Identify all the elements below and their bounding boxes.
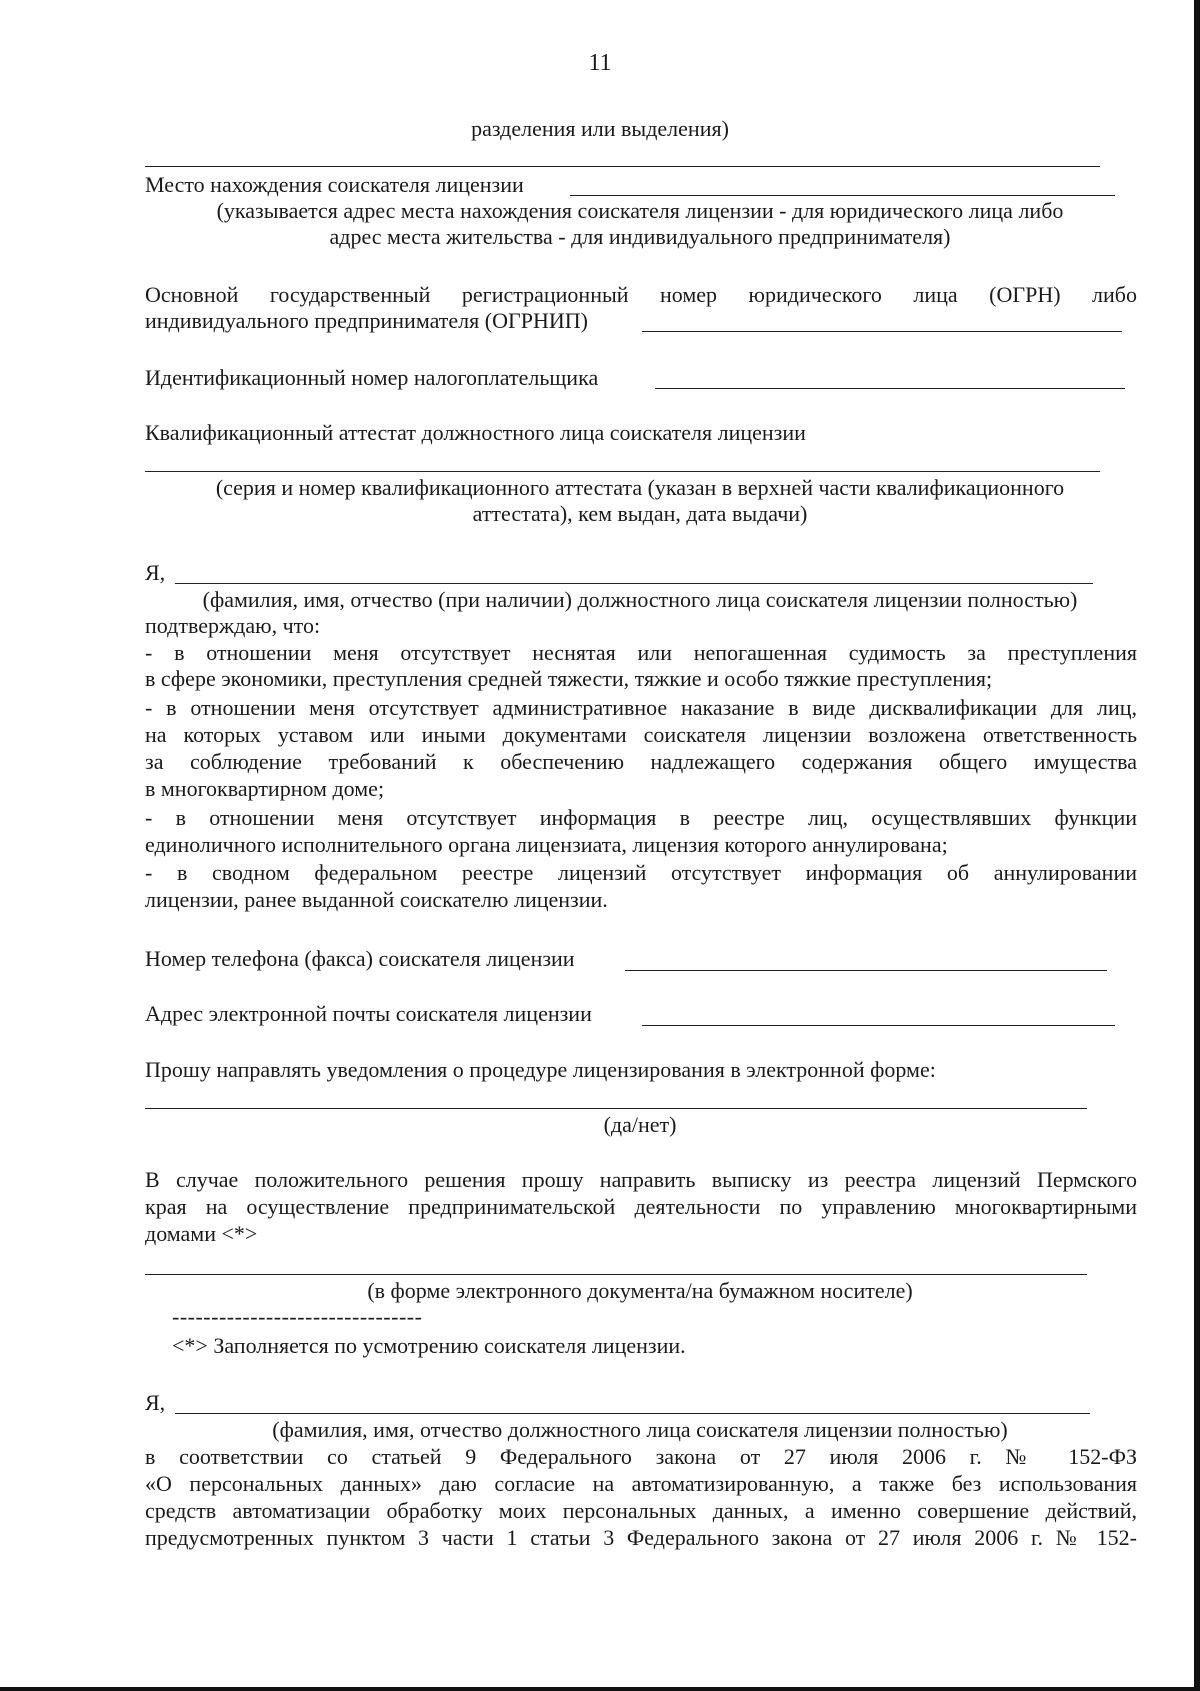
notify-fill-line[interactable] — [145, 1108, 1087, 1109]
intro-fragment: разделения или выделения) — [471, 116, 729, 141]
declaration-item-2-line-1: - в отношении меня отсутствует административное наказание в виде дисквалификации для лиц, — [145, 695, 1137, 720]
declaration-item-2-line-3: за соблюдение требований к обеспечению надлежащего содержания общего имущества — [145, 749, 1137, 774]
scan-edge-bottom — [0, 1687, 1200, 1691]
declaration-confirm: подтверждаю, что: — [145, 613, 321, 638]
ogrn-line-1: Основной государственный регистрационный номер юридического лица (ОГРН) либо — [145, 282, 1137, 307]
footnote-text: <*> Заполняется по усмотрению соискателя лицензии. — [172, 1333, 686, 1358]
declaration-ya: Я, — [145, 560, 166, 585]
declaration-item-3-line-2: единоличного исполнительного органа лицензиата, лицензия которого аннулирована; — [145, 832, 948, 857]
page-number: 11 — [588, 50, 612, 76]
declaration-item-3-line-1: - в отношении меня отсутствует информация в реестре лиц, осуществлявших функции — [145, 805, 1137, 830]
attestat-label: Квалификационный аттестат должностного лица соискателя лицензии — [145, 420, 806, 445]
attestat-hint-1: (серия и номер квалификационного аттестата (указан в верхней части квалификационного — [215, 475, 1065, 500]
email-fill-line[interactable] — [642, 1025, 1115, 1026]
declaration-fio-hint: (фамилия, имя, отчество (при наличии) должностного лица соискателя лицензии полностью) — [202, 587, 1078, 612]
scan-edge-right — [1194, 0, 1200, 1691]
footnote-separator: -------------------------------- — [172, 1304, 423, 1329]
declaration-item-4-line-2: лицензии, ранее выданной соискателю лицензии. — [145, 887, 608, 912]
location-hint-1: (указывается адрес места нахождения соискателя лицензии - для юридического лица либо — [216, 198, 1064, 223]
consent-line-4: предусмотренных пунктом 3 части 1 статьи 3 Федерального закона от 27 июля 2006 г. № 152- — [145, 1525, 1137, 1550]
consent-line-2: «О персональных данных» даю согласие на автоматизированную, а также без использования — [145, 1471, 1137, 1496]
consent-line-1: в соответствии со статьей 9 Федерального закона от 27 июля 2006 г. № 152-ФЗ — [145, 1444, 1137, 1469]
phone-label: Номер телефона (факса) соискателя лицензии — [145, 946, 575, 971]
inn-label: Идентификационный номер налогоплательщика — [145, 365, 599, 390]
location-hint-2: адрес места жительства - для индивидуального предпринимателя) — [329, 224, 951, 249]
attestat-fill-line[interactable] — [145, 471, 1100, 472]
inn-fill-line[interactable] — [655, 388, 1125, 389]
consent-ya: Я, — [145, 1390, 166, 1415]
notify-hint: (да/нет) — [603, 1112, 677, 1137]
email-label: Адрес электронной почты соискателя лицензии — [145, 1001, 592, 1026]
location-fill-line[interactable] — [570, 195, 1115, 196]
attestat-hint-2: аттестата), кем выдан, дата выдачи) — [472, 501, 808, 526]
ogrn-line-2: индивидуального предпринимателя (ОГРНИП) — [145, 308, 588, 333]
consent-fio-line[interactable] — [175, 1413, 1090, 1414]
extract-hint: (в форме электронного документа/на бумажном носителе) — [367, 1278, 913, 1303]
declaration-item-2-line-4: в многоквартирном доме; — [145, 776, 385, 801]
extract-line-2: края на осуществление предпринимательской деятельности по управлению многоквартирными — [145, 1194, 1137, 1219]
location-label: Место нахождения соискателя лицензии — [145, 172, 524, 197]
phone-fill-line[interactable] — [625, 970, 1107, 971]
declaration-item-1-line-2: в сфере экономики, преступления средней тяжести, тяжкие и особо тяжкие преступления; — [145, 666, 993, 691]
declaration-fio-line[interactable] — [175, 583, 1093, 584]
extract-line-3: домами <*> — [145, 1221, 258, 1246]
consent-fio-hint: (фамилия, имя, отчество должностного лица соискателя лицензии полностью) — [272, 1417, 1008, 1442]
declaration-item-2-line-2: на которых уставом или иными документами соискателя лицензии возложена ответственность — [145, 722, 1137, 747]
extract-fill-line[interactable] — [145, 1274, 1087, 1275]
notify-label: Прошу направлять уведомления о процедуре лицензирования в электронной форме: — [145, 1057, 936, 1082]
declaration-item-1-line-1: - в отношении меня отсутствует неснятая или непогашенная судимость за преступления — [145, 640, 1137, 665]
intro-fill-line — [145, 166, 1100, 167]
extract-line-1: В случае положительного решения прошу направить выписку из реестра лицензий Пермского — [145, 1167, 1137, 1192]
consent-line-3: средств автоматизации обработку моих персональных данных, а именно совершение действий, — [145, 1498, 1137, 1523]
declaration-item-4-line-1: - в сводном федеральном реестре лицензий отсутствует информация об аннулировании — [145, 860, 1137, 885]
ogrn-fill-line[interactable] — [642, 331, 1122, 332]
